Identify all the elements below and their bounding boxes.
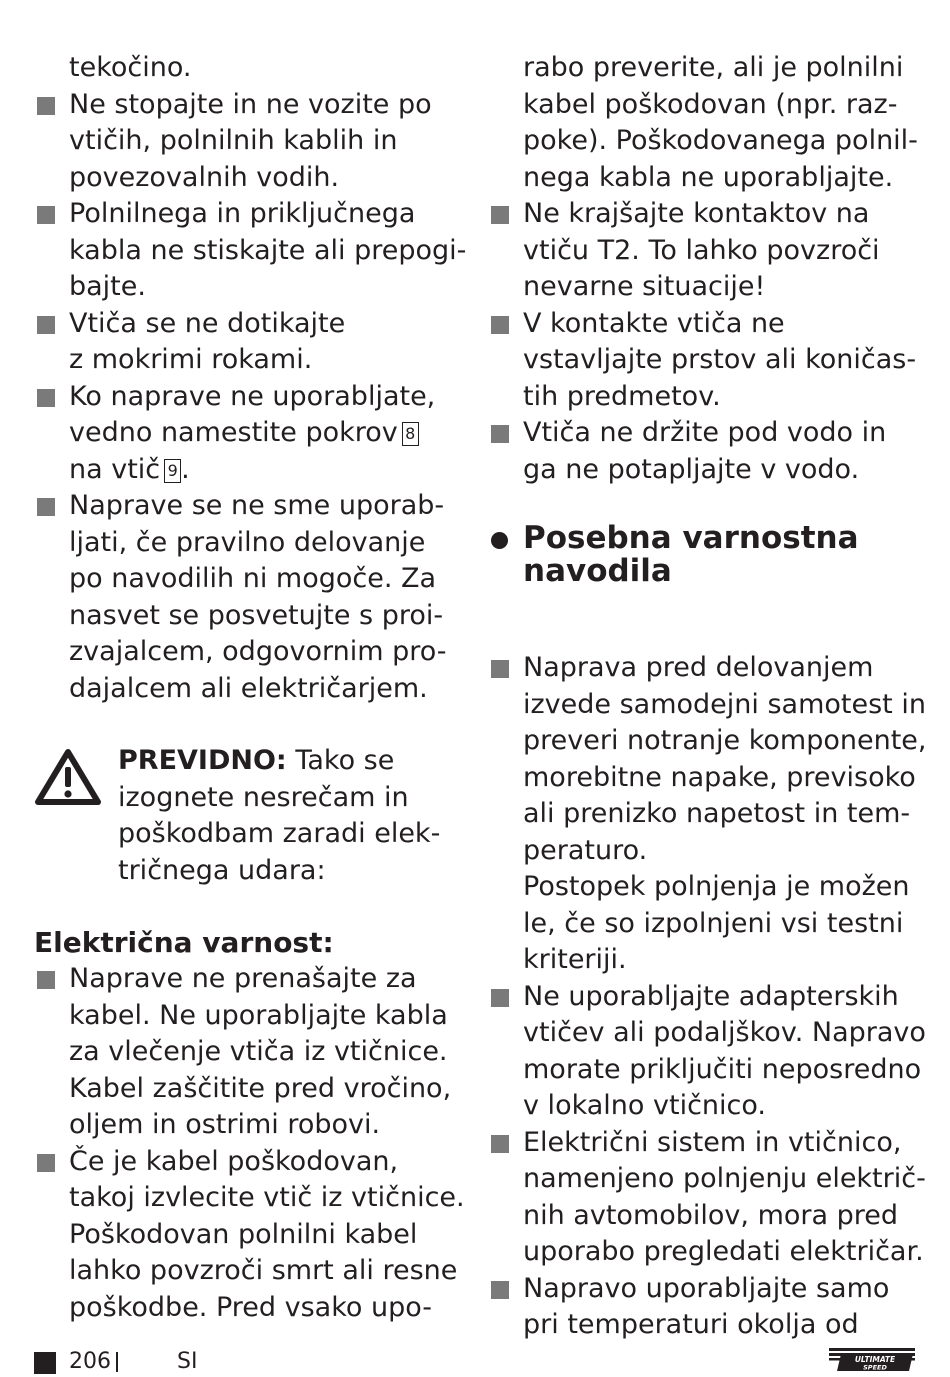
text-line: zvajalcem, odgovornim pro- bbox=[69, 636, 447, 667]
text-line: po navodilih ni mogoče. Za bbox=[69, 563, 437, 594]
text-line: lahko povzroči smrt ali resne bbox=[69, 1255, 458, 1286]
text-line: morate priključiti neposredno bbox=[523, 1053, 922, 1085]
list-text: . bbox=[181, 453, 190, 485]
text-line: rabo preverite, ali je polnilni bbox=[523, 52, 904, 83]
text-line: kabel poškodovan (npr. raz- bbox=[523, 88, 898, 120]
text-line: nevarne situacije! bbox=[523, 271, 766, 302]
bullet-list-3 bbox=[34, 961, 466, 1326]
text-line: uporabo pregledati električar. bbox=[523, 1236, 924, 1267]
text-line: Ne stopajte in ne vozite po bbox=[69, 88, 432, 120]
bullet-list-1 bbox=[34, 87, 466, 379]
ultimate-speed-logo bbox=[829, 1348, 915, 1372]
list-item-cover bbox=[34, 379, 466, 489]
warning-line bbox=[118, 743, 466, 780]
text-line: Ne krajšajte kontaktov na bbox=[523, 198, 870, 229]
square-bullet-icon bbox=[37, 971, 55, 989]
text-line: peraturo. bbox=[523, 834, 648, 866]
square-bullet-icon bbox=[37, 389, 55, 407]
text-line: kabel. Ne uporabljajte kabla bbox=[69, 999, 448, 1031]
square-bullet-icon bbox=[37, 498, 55, 516]
square-bullet-icon bbox=[37, 97, 55, 115]
text-line: Polnilnega in priključnega bbox=[69, 198, 416, 229]
text-line: takoj izvlecite vtič iz vtičnice. bbox=[69, 1182, 465, 1213]
right-column bbox=[488, 50, 928, 1344]
language-code: SI bbox=[177, 1349, 198, 1374]
text-line: kriteriji. bbox=[523, 944, 627, 975]
text-line: kabla ne stiskajte ali prepogi- bbox=[69, 234, 467, 266]
text-line: Električni sistem in vtičnico, bbox=[523, 1126, 902, 1158]
list-item bbox=[34, 87, 466, 197]
list-item bbox=[488, 1271, 928, 1344]
selftest-paragraph bbox=[488, 869, 928, 979]
list-item bbox=[34, 306, 466, 379]
list-text: na vtič bbox=[69, 453, 161, 485]
text-line: bajte. bbox=[69, 271, 146, 302]
heading-line: navodila bbox=[523, 553, 672, 589]
text-line: vtičev ali podaljškov. Napravo bbox=[523, 1017, 926, 1048]
text-line: preveri notranje komponente, bbox=[523, 725, 927, 756]
text-line: Vtiča ne držite pod vodo in bbox=[523, 417, 887, 448]
text-line: vtiču T2. To lahko povzroči bbox=[523, 234, 880, 266]
subheading-electrical-safety: Električna varnost: bbox=[34, 926, 334, 959]
text-line: morebitne napake, previsoko bbox=[523, 761, 916, 793]
warning-notice bbox=[34, 743, 466, 889]
warning-line: poškodbam zaradi elek- bbox=[118, 818, 441, 849]
svg-text:ULTIMATE: ULTIMATE bbox=[854, 1355, 896, 1364]
text-line: nega kabla ne uporabljajte. bbox=[523, 161, 894, 193]
list-item bbox=[488, 1125, 928, 1271]
text-line: Naprave ne prenašajte za bbox=[69, 963, 417, 994]
left-column bbox=[34, 50, 466, 1326]
bullet-list-2 bbox=[34, 488, 466, 707]
list-item bbox=[34, 196, 466, 306]
text-line: poškodbe. Pred vsako upo- bbox=[69, 1291, 432, 1323]
list-item bbox=[488, 979, 928, 1125]
continued-text bbox=[488, 50, 928, 196]
text-line: v lokalno vtičnico. bbox=[523, 1090, 766, 1121]
warning-text: Tako se bbox=[295, 745, 395, 776]
text-line: dajalcem ali električarjem. bbox=[69, 672, 428, 704]
square-bullet-icon bbox=[491, 206, 509, 224]
list-item bbox=[488, 415, 928, 488]
list-text: vedno namestite pokrov bbox=[69, 417, 398, 448]
square-bullet-icon bbox=[491, 316, 509, 334]
text-line: Če je kabel poškodovan, bbox=[69, 1145, 399, 1177]
square-bullet-icon bbox=[491, 1135, 509, 1153]
list-item bbox=[488, 196, 928, 306]
text-line: ga ne potapljajte v vodo. bbox=[523, 453, 860, 485]
text-line: z mokrimi rokami. bbox=[69, 344, 313, 375]
square-marker-icon bbox=[34, 1352, 56, 1374]
text-line: le, če so izpolnjeni vsi testni bbox=[523, 907, 904, 939]
text-line: povezovalnih vodih. bbox=[69, 161, 340, 193]
text-line: V kontakte vtiča ne bbox=[523, 307, 785, 339]
square-bullet-icon bbox=[491, 1281, 509, 1299]
square-bullet-icon bbox=[37, 1154, 55, 1172]
square-bullet-icon bbox=[491, 660, 509, 678]
list-item-selftest bbox=[488, 650, 928, 869]
bullet-list-5 bbox=[488, 979, 928, 1344]
svg-text:SPEED: SPEED bbox=[863, 1363, 887, 1372]
list-item bbox=[488, 306, 928, 416]
text-line: poke). Poškodovanega polnil- bbox=[523, 125, 918, 156]
square-bullet-icon bbox=[37, 206, 55, 224]
text-line: Napravo uporabljajte samo bbox=[523, 1272, 890, 1304]
list-line bbox=[69, 452, 466, 489]
text-line: pri temperaturi okolja od bbox=[523, 1309, 859, 1340]
text-line: nasvet se posvetujte s proi- bbox=[69, 599, 444, 631]
list-line: Ko naprave ne uporabljate, bbox=[69, 380, 436, 412]
text-line: nih avtomobilov, mora pred bbox=[523, 1199, 899, 1231]
warning-line: izognete nesrečam in bbox=[118, 781, 409, 813]
section-heading bbox=[488, 522, 928, 588]
text-line: Poškodovan polnilni kabel bbox=[69, 1218, 418, 1250]
divider bbox=[116, 1352, 118, 1372]
text-line: Ne uporabljajte adapterskih bbox=[523, 980, 899, 1012]
bullet-list-4 bbox=[488, 196, 928, 488]
text-line: ljati, če pravilno delovanje bbox=[69, 526, 426, 558]
text-line: Naprava pred delovanjem bbox=[523, 652, 874, 683]
text-line: Postopek polnjenja je možen bbox=[523, 871, 910, 902]
text-line: tih predmetov. bbox=[523, 380, 721, 412]
dot-bullet-icon bbox=[491, 532, 508, 549]
list-item bbox=[34, 488, 466, 707]
text-line: Naprave se ne sme uporab- bbox=[69, 490, 445, 521]
square-bullet-icon bbox=[491, 425, 509, 443]
list-item bbox=[34, 1144, 466, 1327]
text-line: ali prenizko napetost in tem- bbox=[523, 798, 911, 829]
continued-text: tekočino. bbox=[69, 52, 192, 83]
text-line: vstavljajte prstov ali koničas- bbox=[523, 344, 917, 375]
list-line bbox=[69, 415, 466, 452]
warning-line: tričnega udara: bbox=[118, 854, 326, 886]
list-item bbox=[34, 961, 466, 1144]
heading-line: Posebna varnostna bbox=[523, 520, 859, 556]
square-bullet-icon bbox=[37, 316, 55, 334]
text-line: namenjeno polnjenju električ- bbox=[523, 1163, 926, 1194]
text-line: oljem in ostrimi robovi. bbox=[69, 1109, 381, 1140]
warning-triangle-icon bbox=[34, 747, 102, 807]
part-reference-9: 9 bbox=[164, 459, 181, 483]
text-line: Kabel zaščitite pred vročino, bbox=[69, 1072, 452, 1104]
part-reference-8: 8 bbox=[402, 422, 419, 446]
text-line: za vlečenje vtiča iz vtičnice. bbox=[69, 1036, 448, 1067]
text-line: izvede samodejni samotest in bbox=[523, 688, 926, 720]
warning-label: PREVIDNO: bbox=[118, 745, 287, 776]
text-line: Vtiča se ne dotikajte bbox=[69, 307, 346, 339]
page-number: 206 bbox=[69, 1349, 111, 1374]
square-bullet-icon bbox=[491, 989, 509, 1007]
text-line: vtičih, polnilnih kablih in bbox=[69, 125, 398, 156]
